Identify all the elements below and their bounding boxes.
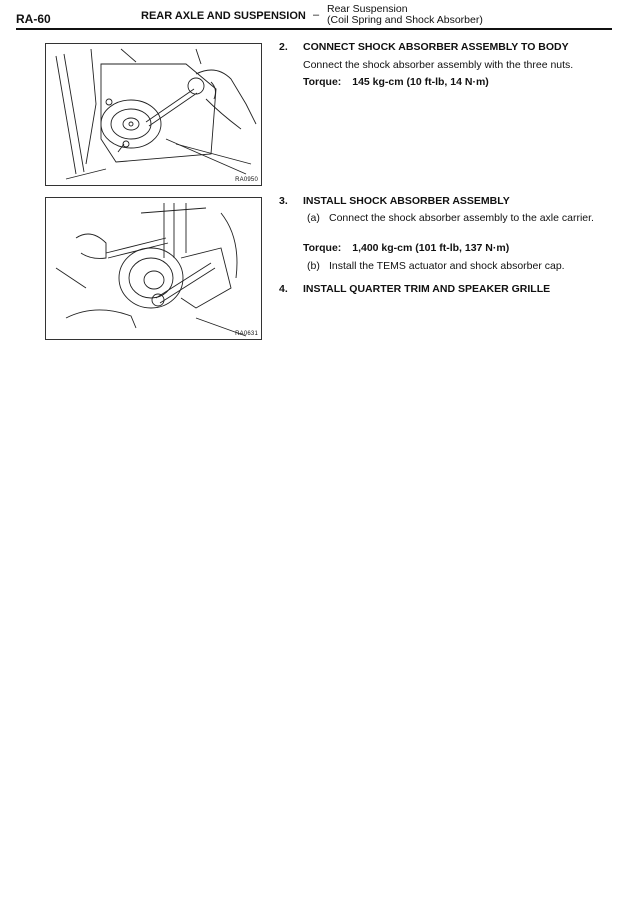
figure-shock-mount-illustration [45,43,262,186]
substep-a-text: Connect the shock absorber assembly to the axle carrier. [329,212,594,224]
substep-a-label: (a) [307,212,320,224]
step-number: 3. [279,195,288,207]
header-rule [16,28,612,30]
subtitle-line-2: (Coil Spring and Shock Absorber) [327,14,483,26]
torque-value: 1,400 kg-cm (101 ft-lb, 137 N·m) [352,242,510,254]
step-3-torque [303,242,509,255]
page-header [0,0,640,30]
torque-label: Torque: [303,76,342,88]
step-title: INSTALL SHOCK ABSORBER ASSEMBLY [303,195,510,207]
figure-code: RA0950 [235,177,258,183]
substep-b-label: (b) [307,260,320,272]
substep-b-text: Install the TEMS actuator and shock absorber cap. [329,260,565,272]
step-number: 4. [279,283,288,295]
section-title: REAR AXLE AND SUSPENSION [141,10,306,22]
figure-axle-carrier-illustration [45,197,262,340]
subtitle-line-1: Rear Suspension [327,3,408,15]
step-number: 2. [279,41,288,53]
header-dash: – [313,9,320,21]
torque-value: 145 kg-cm (10 ft-lb, 14 N·m) [352,76,489,88]
axle-carrier-drawing [46,198,261,339]
section-subtitle [327,4,483,26]
step-2-torque [303,76,489,89]
figure-code: RA0631 [235,331,258,337]
page-number: RA-60 [16,12,51,26]
shock-mount-drawing [46,44,261,185]
step-title: CONNECT SHOCK ABSORBER ASSEMBLY TO BODY [303,41,569,53]
torque-label: Torque: [303,242,342,254]
step-2-text: Connect the shock absorber assembly with the three nuts. [303,59,574,71]
step-title: INSTALL QUARTER TRIM AND SPEAKER GRILLE [303,283,551,295]
